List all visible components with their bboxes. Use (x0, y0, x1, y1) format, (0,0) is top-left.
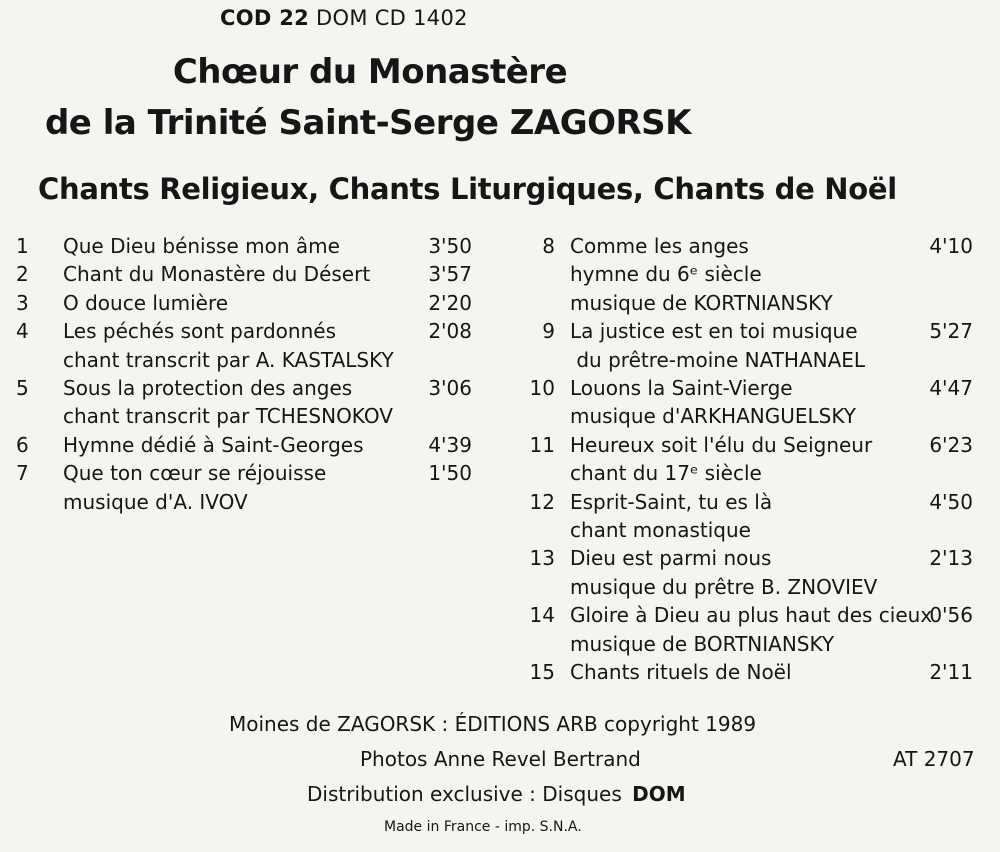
track-title: Chant du Monastère du Désert (63, 262, 371, 287)
track-item (0, 260, 490, 288)
track-description (505, 431, 995, 488)
track-duration: 6'23 (929, 432, 973, 457)
track-description (505, 544, 995, 601)
track-title: Que Dieu bénisse mon âme (63, 234, 340, 258)
track-duration: 5'27 (929, 319, 973, 344)
track-item (505, 317, 995, 374)
track-item (505, 544, 995, 601)
track-title: Dieu est parmi nous (570, 546, 772, 571)
track-duration: 2'13 (929, 546, 973, 571)
track-credit: hymne du 6ᵉ siècle (570, 262, 762, 287)
track-credit: musique du prêtre B. ZNOVIEV (570, 574, 878, 599)
track-title: Esprit-Saint, tu es là (570, 489, 773, 514)
track-item (505, 374, 995, 431)
track-duration: 2'11 (929, 660, 973, 685)
track-number: 1 (16, 234, 29, 258)
track-duration: 4'47 (929, 376, 973, 401)
catalog-ref: DOM CD 1402 (316, 6, 468, 30)
track-credit: du prêtre-moine NATHANAEL (570, 347, 866, 372)
track-description (0, 459, 490, 516)
track-description (505, 658, 995, 686)
track-item (505, 601, 995, 658)
track-number: 4 (16, 319, 29, 344)
track-number: 6 (16, 432, 29, 457)
track-duration: 4'39 (428, 432, 472, 457)
track-number: 14 (529, 603, 555, 628)
distribution-brand: DOM (632, 782, 686, 806)
track-number: 5 (16, 376, 29, 401)
track-item (0, 374, 490, 431)
track-title: Heureux soit l'élu du Seigneur (570, 432, 873, 457)
track-description (505, 232, 995, 317)
subtitle: Chants Religieux, Chants Liturgiques, Chants de Noël (38, 172, 897, 206)
track-description (0, 289, 490, 317)
track-duration: 3'50 (428, 234, 472, 258)
product-code: AT 2707 (893, 747, 975, 771)
track-description (0, 317, 490, 374)
track-title: Chants rituels de Noël (570, 660, 792, 685)
track-item (0, 232, 490, 260)
track-title: Gloire à Dieu au plus haut des cieux (570, 603, 933, 628)
distribution-text: Distribution exclusive : Disques (307, 782, 622, 806)
track-item (505, 488, 995, 545)
track-number: 13 (529, 546, 555, 571)
track-item (0, 289, 490, 317)
tracklist-right (505, 232, 995, 687)
tracklist-left (0, 232, 490, 516)
track-number: 8 (542, 234, 555, 258)
track-number: 11 (529, 432, 555, 457)
made-in-line: Made in France - imp. S.N.A. (384, 819, 582, 835)
track-duration: 4'50 (929, 489, 973, 514)
track-credit: musique de BORTNIANSKY (570, 631, 835, 656)
track-item (505, 431, 995, 488)
track-number: 7 (16, 461, 29, 486)
track-number: 15 (529, 660, 555, 685)
track-duration: 2'20 (428, 290, 472, 315)
track-item (505, 232, 995, 317)
track-title: Sous la protection des anges (63, 376, 353, 401)
track-duration: 2'08 (428, 319, 472, 344)
track-number: 3 (16, 290, 29, 315)
track-number: 2 (16, 262, 29, 287)
copyright-line: Moines de ZAGORSK : ÉDITIONS ARB copyright 1989 (229, 712, 757, 736)
track-duration: 3'57 (428, 262, 472, 287)
track-description (0, 374, 490, 431)
track-number: 12 (529, 489, 555, 514)
track-description (0, 260, 490, 288)
track-credit: musique d'A. IVOV (63, 489, 248, 514)
catalog-number (220, 6, 468, 30)
track-description (505, 601, 995, 658)
photo-credit: Photos Anne Revel Bertrand (360, 747, 641, 771)
track-description (505, 488, 995, 545)
track-title: O douce lumière (63, 290, 229, 315)
track-credit: chant monastique (570, 518, 751, 543)
track-description (505, 374, 995, 431)
track-number: 9 (542, 319, 555, 344)
track-item (505, 658, 995, 686)
track-duration: 3'06 (428, 376, 472, 401)
track-credit: musique de KORTNIANSKY (570, 290, 833, 315)
track-item (0, 459, 490, 516)
track-title: Les péchés sont pardonnés (63, 319, 336, 344)
track-credit: chant du 17ᵉ siècle (570, 461, 762, 486)
track-item (0, 431, 490, 459)
title-line-2: de la Trinité Saint-Serge ZAGORSK (44, 103, 692, 143)
track-title: Que ton cœur se réjouisse (63, 461, 327, 486)
track-description (0, 232, 490, 260)
distribution-line (307, 782, 686, 806)
track-duration: 1'50 (428, 461, 472, 486)
title-line-1: Chœur du Monastère (172, 52, 568, 92)
catalog-code: COD 22 (220, 6, 310, 30)
track-credit: chant transcrit par A. KASTALSKY (63, 347, 394, 372)
track-duration: 0'56 (929, 603, 973, 628)
track-title: Hymne dédié à Saint-Georges (63, 432, 364, 457)
track-credit: chant transcrit par TCHESNOKOV (63, 404, 393, 429)
track-title: Louons la Saint-Vierge (570, 376, 793, 401)
track-description (505, 317, 995, 374)
track-credit: musique d'ARKHANGUELSKY (570, 404, 856, 429)
track-title: La justice est en toi musique (570, 319, 858, 344)
track-description (0, 431, 490, 459)
track-title: Comme les anges (570, 234, 749, 258)
track-item (0, 317, 490, 374)
track-number: 10 (529, 376, 555, 401)
track-duration: 4'10 (929, 234, 973, 258)
